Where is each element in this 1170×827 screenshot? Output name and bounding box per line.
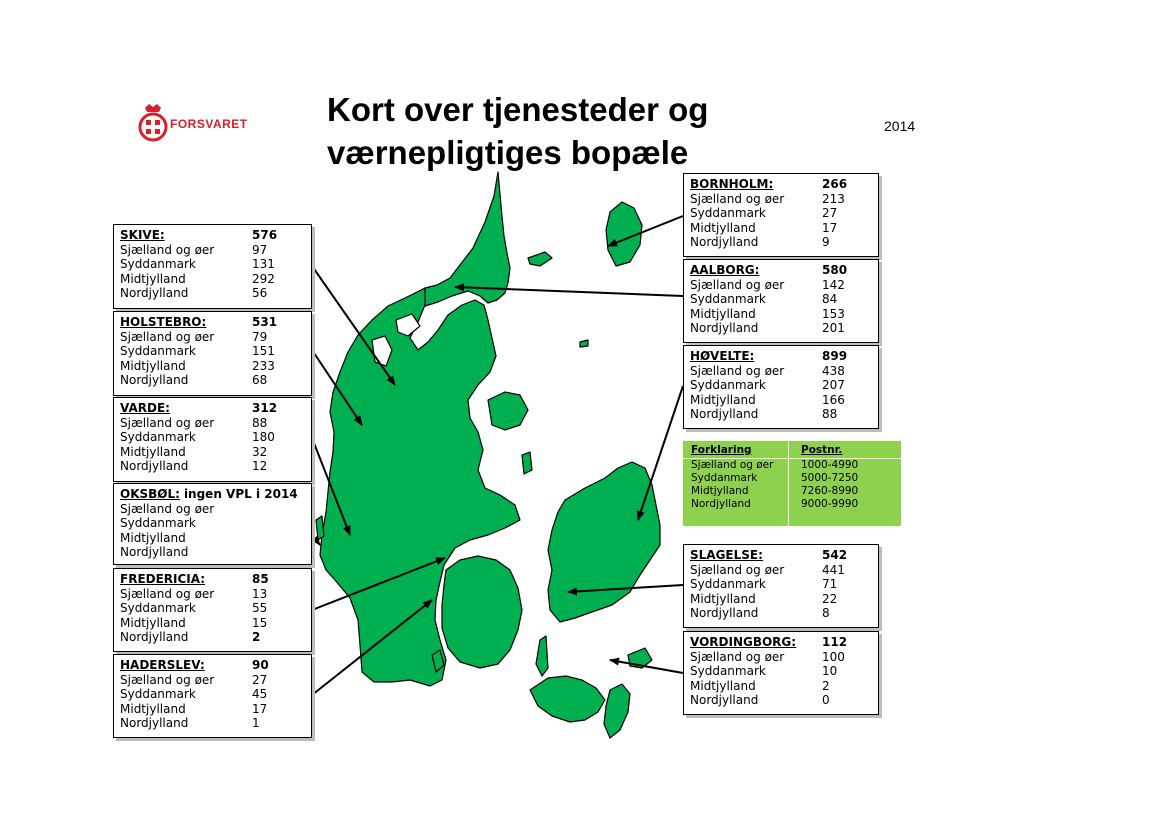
- row-value: 151: [252, 344, 275, 359]
- arrow-hovelte: [638, 386, 683, 520]
- row-label: Sjælland og øer: [690, 649, 785, 664]
- year-label: 2014: [884, 118, 916, 134]
- row-value: 27: [252, 672, 268, 687]
- box-name: HØVELTE:: [690, 349, 755, 363]
- row-label: Syddanmark: [690, 664, 766, 679]
- row-value: 0: [822, 693, 830, 708]
- legend-postal: 5000-7250: [801, 472, 859, 484]
- row-value: 8: [822, 606, 830, 621]
- legend-region: Syddanmark: [691, 472, 758, 484]
- box-skive: [113, 224, 312, 309]
- box-name: HOLSTEBRO:: [120, 315, 207, 329]
- box-name: BORNHOLM:: [690, 177, 774, 191]
- row-label: Syddanmark: [690, 577, 766, 592]
- row-value: 10: [822, 664, 838, 679]
- forsvaret-logo: [138, 102, 258, 144]
- row-label: Syddanmark: [120, 601, 196, 616]
- logo-text: FORSVARET: [170, 117, 248, 131]
- legend-region: Midtjylland: [691, 485, 749, 497]
- legend-postal: 9000-9990: [801, 498, 859, 510]
- land: [316, 172, 660, 738]
- row-label: Nordjylland: [690, 606, 759, 621]
- legend-heading-postal: Postnr.: [801, 444, 843, 456]
- row-value: 201: [822, 321, 845, 336]
- island-laeso: [528, 252, 552, 266]
- row-value: 131: [252, 257, 275, 272]
- box-varde: [113, 397, 312, 482]
- row-value: 438: [822, 363, 845, 378]
- legend-postal: 7260-8990: [801, 485, 859, 497]
- box-total: 531: [252, 315, 278, 329]
- row-label: Nordjylland: [690, 693, 759, 708]
- box-hovelte: [683, 345, 879, 429]
- row-value: 233: [252, 358, 275, 373]
- box-total: 312: [252, 401, 278, 415]
- row-label: Nordjylland: [120, 286, 189, 301]
- row-value: 17: [822, 220, 838, 235]
- box-name: SKIVE:: [120, 228, 165, 242]
- legend-header-divider: [683, 458, 901, 459]
- crown-shield-icon: [138, 102, 168, 144]
- row-label: Syddanmark: [690, 292, 766, 307]
- row-value: 292: [252, 271, 275, 286]
- region-djursland: [488, 392, 528, 430]
- legend-region: Sjælland og øer: [691, 459, 774, 471]
- row-label: Midtjylland: [120, 530, 186, 545]
- row-label: Nordjylland: [690, 321, 759, 336]
- row-value: 71: [822, 577, 838, 592]
- box-name: SLAGELSE:: [690, 548, 763, 562]
- island-samso: [522, 452, 532, 474]
- row-label: Midtjylland: [120, 444, 186, 459]
- box-total: 266: [822, 177, 848, 191]
- row-label: Sjælland og øer: [120, 672, 215, 687]
- box-vordingborg: [683, 631, 879, 715]
- island-langeland: [536, 636, 548, 676]
- box-total: 542: [822, 548, 848, 562]
- row-value: 84: [822, 292, 838, 307]
- row-value: 79: [252, 329, 268, 344]
- box-holstebro: [113, 311, 312, 396]
- legend-postal: 1000-4990: [801, 459, 859, 471]
- row-value: 45: [252, 687, 268, 702]
- box-fredericia: [113, 568, 312, 652]
- row-label: Midtjylland: [120, 271, 186, 286]
- row-label: Nordjylland: [690, 407, 759, 422]
- row-label: Nordjylland: [120, 630, 189, 645]
- box-total: 899: [822, 349, 848, 363]
- row-value: 213: [822, 191, 845, 206]
- region-falster: [604, 684, 630, 738]
- legend-box: [683, 441, 901, 526]
- row-value: 22: [822, 591, 838, 606]
- box-slagelse: [683, 544, 879, 628]
- row-value: 13: [252, 586, 268, 601]
- row-label: Syddanmark: [690, 378, 766, 393]
- row-label: Sjælland og øer: [120, 242, 215, 257]
- row-label: Midtjylland: [690, 220, 756, 235]
- region-north-jutland: [418, 172, 510, 306]
- row-label: Syddanmark: [120, 344, 196, 359]
- row-value: 441: [822, 562, 845, 577]
- row-label: Midtjylland: [690, 392, 756, 407]
- row-label: Nordjylland: [120, 716, 189, 731]
- region-lolland: [530, 676, 605, 722]
- row-label: Sjælland og øer: [690, 277, 785, 292]
- box-total: 90: [252, 658, 269, 672]
- region-funen: [442, 556, 522, 668]
- box-oksbol: [113, 483, 312, 565]
- row-label: Midtjylland: [690, 591, 756, 606]
- row-label: Sjælland og øer: [690, 562, 785, 577]
- row-value: 2: [822, 678, 830, 693]
- row-label: Sjælland og øer: [690, 191, 785, 206]
- row-value: 153: [822, 306, 845, 321]
- row-value: 97: [252, 242, 268, 257]
- row-value: 88: [822, 407, 838, 422]
- box-total: 112: [822, 635, 848, 649]
- box-total: 576: [252, 228, 278, 242]
- island-fano: [316, 516, 324, 540]
- row-label: Nordjylland: [120, 373, 189, 388]
- row-label: Syddanmark: [690, 206, 766, 221]
- row-label: Syddanmark: [120, 687, 196, 702]
- row-value: 27: [822, 206, 838, 221]
- row-value: 166: [822, 392, 845, 407]
- row-label: Midtjylland: [120, 615, 186, 630]
- box-name: HADERSLEV:: [120, 658, 205, 672]
- box-haderslev: [113, 654, 312, 738]
- box-total: ingen VPL i 2014: [183, 487, 298, 501]
- row-value: 142: [822, 277, 845, 292]
- row-value: 15: [252, 615, 268, 630]
- row-label: Sjælland og øer: [120, 586, 215, 601]
- page-title: Kort over tjenesteder og værnepligtiges bopæle: [327, 91, 709, 171]
- island-anholt: [580, 340, 588, 347]
- box-name: FREDERICIA:: [120, 572, 206, 586]
- region-zealand: [548, 462, 660, 622]
- row-label: Sjælland og øer: [690, 363, 785, 378]
- row-value: 88: [252, 415, 268, 430]
- row-label: Midtjylland: [690, 306, 756, 321]
- row-value: 2: [252, 630, 261, 645]
- box-name: OKSBØL:: [120, 487, 180, 501]
- legend-divider: [788, 441, 789, 526]
- row-value: 68: [252, 373, 268, 388]
- row-label: Sjælland og øer: [120, 501, 215, 516]
- row-label: Midtjylland: [690, 678, 756, 693]
- row-value: 1: [252, 716, 260, 731]
- row-label: Sjælland og øer: [120, 415, 215, 430]
- legend-region: Nordjylland: [691, 498, 751, 510]
- box-name: AALBORG:: [690, 263, 760, 277]
- row-label: Nordjylland: [690, 235, 759, 250]
- row-label: Sjælland og øer: [120, 329, 215, 344]
- row-label: Syddanmark: [120, 257, 196, 272]
- box-name: VARDE:: [120, 401, 170, 415]
- row-value: 56: [252, 286, 268, 301]
- row-value: 32: [252, 444, 268, 459]
- row-value: 100: [822, 649, 845, 664]
- box-total: 85: [252, 572, 269, 586]
- row-value: 9: [822, 235, 830, 250]
- box-name: VORDINGBORG:: [690, 635, 797, 649]
- row-value: 17: [252, 701, 268, 716]
- box-aalborg: [683, 259, 879, 343]
- row-value: 55: [252, 601, 268, 616]
- row-label: Nordjylland: [120, 545, 189, 560]
- row-label: Midtjylland: [120, 701, 186, 716]
- row-label: Midtjylland: [120, 358, 186, 373]
- box-bornholm: [683, 173, 879, 257]
- legend-heading-region: Forklaring: [691, 444, 752, 456]
- row-value: 12: [252, 459, 268, 474]
- row-value: 180: [252, 430, 275, 445]
- row-label: Nordjylland: [120, 459, 189, 474]
- row-label: Syddanmark: [120, 430, 196, 445]
- box-total: 580: [822, 263, 848, 277]
- row-value: 207: [822, 378, 845, 393]
- row-label: Syddanmark: [120, 516, 196, 531]
